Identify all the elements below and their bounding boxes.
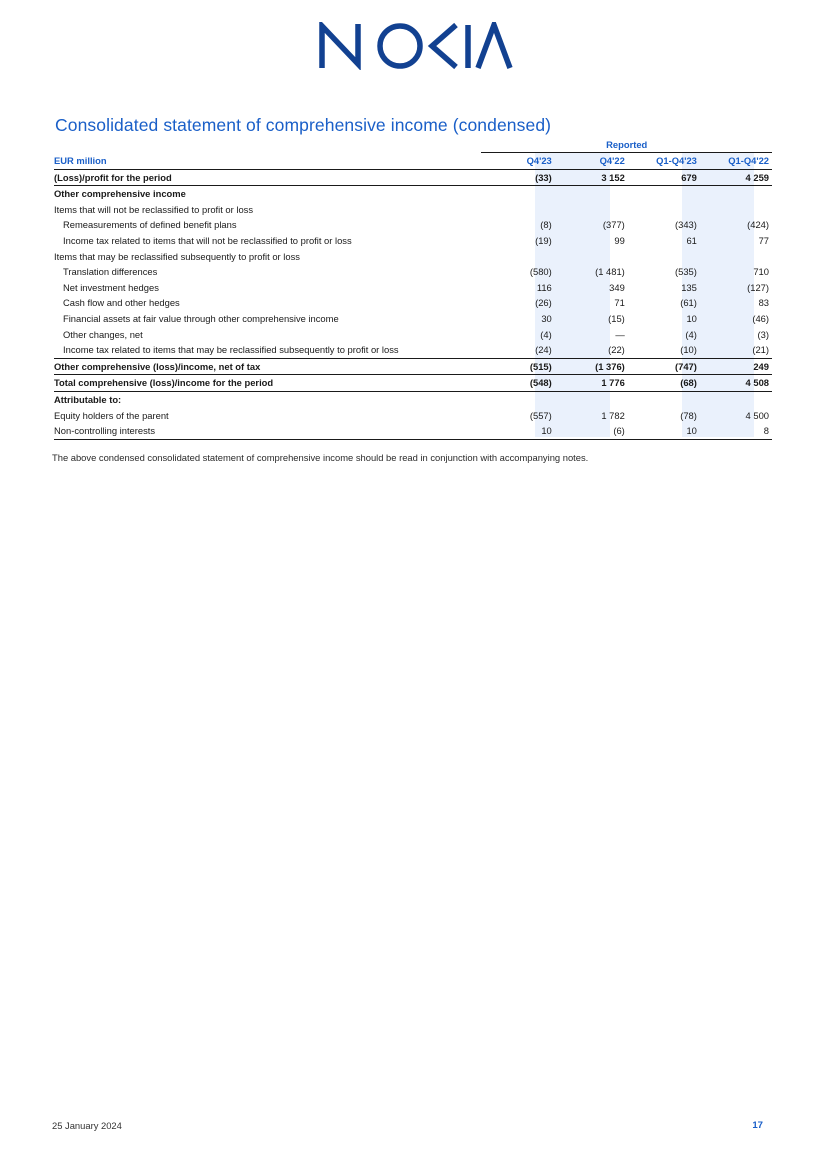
row-value: (78) bbox=[680, 409, 697, 421]
row-value: (377) bbox=[602, 219, 625, 231]
table-row bbox=[54, 358, 772, 375]
row-value: 8 bbox=[700, 423, 772, 439]
row-label: Income tax related to items that may be reclassified subsequently to profit or loss bbox=[54, 342, 481, 358]
row-value: 1 782 bbox=[601, 409, 625, 421]
column-header: Q1-Q4'22 bbox=[700, 153, 772, 170]
table-row bbox=[54, 423, 772, 439]
reported-header: Reported bbox=[481, 138, 772, 153]
row-label: Income tax related to items that will not be reclassified to profit or loss bbox=[63, 234, 352, 246]
row-value: 4 508 bbox=[700, 375, 772, 392]
row-label: Translation differences bbox=[63, 266, 158, 278]
row-value: 30 bbox=[541, 312, 552, 324]
row-label: Financial assets at fair value through other comprehensive income bbox=[63, 312, 339, 324]
row-label: Total comprehensive (loss)/income for the period bbox=[54, 375, 481, 392]
row-value: (1 481) bbox=[595, 266, 625, 278]
row-value: (424) bbox=[747, 219, 769, 231]
row-value: (548) bbox=[481, 375, 556, 392]
row-label: Items that will not be reclassified to profit or loss bbox=[54, 203, 254, 215]
row-value: 10 bbox=[628, 423, 700, 439]
row-value: (10) bbox=[628, 342, 700, 358]
column-header-row bbox=[54, 153, 772, 170]
row-value: (1 376) bbox=[557, 358, 628, 375]
row-value: 135 bbox=[681, 281, 697, 293]
row-value: (68) bbox=[628, 375, 700, 392]
table-row bbox=[54, 233, 772, 249]
row-value: (4) bbox=[540, 328, 552, 340]
table-row bbox=[54, 375, 772, 392]
row-value: 3 152 bbox=[557, 169, 628, 186]
table-row bbox=[54, 391, 772, 407]
row-value: 10 bbox=[481, 423, 556, 439]
row-value: (127) bbox=[747, 281, 769, 293]
row-value: (747) bbox=[628, 358, 700, 375]
row-value: 116 bbox=[536, 281, 552, 293]
footer-date: 25 January 2024 bbox=[52, 1120, 122, 1131]
row-value: (3) bbox=[757, 328, 769, 340]
row-value: (19) bbox=[535, 234, 552, 246]
table-row bbox=[54, 327, 772, 343]
row-value: (26) bbox=[535, 297, 552, 309]
row-value: (535) bbox=[674, 266, 697, 278]
statement-table-container bbox=[54, 138, 772, 440]
table-row bbox=[54, 264, 772, 280]
row-value: 77 bbox=[758, 234, 769, 246]
row-label: Non-controlling interests bbox=[54, 423, 481, 439]
statement-note: The above condensed consolidated statement of comprehensive income should be read in conjunction with accompanying notes. bbox=[52, 452, 589, 463]
table-row bbox=[54, 217, 772, 233]
row-value: (6) bbox=[557, 423, 628, 439]
row-value: 349 bbox=[609, 281, 625, 293]
row-value: — bbox=[615, 328, 625, 340]
row-value: (580) bbox=[529, 266, 552, 278]
row-value: (557) bbox=[529, 409, 552, 421]
group-header-row bbox=[54, 138, 772, 153]
row-label: Other comprehensive income bbox=[54, 188, 186, 200]
table-row bbox=[54, 202, 772, 218]
comprehensive-income-table bbox=[54, 138, 772, 440]
page-number: 17 bbox=[752, 1120, 763, 1131]
row-value: 1 776 bbox=[557, 375, 628, 392]
row-value: (22) bbox=[557, 342, 628, 358]
row-label: Cash flow and other hedges bbox=[63, 297, 180, 309]
table-row bbox=[54, 408, 772, 424]
row-value: 10 bbox=[686, 312, 697, 324]
table-row bbox=[54, 311, 772, 327]
nokia-logo bbox=[318, 22, 514, 70]
row-label: Remeasurements of defined benefit plans bbox=[63, 219, 237, 231]
table-row bbox=[54, 186, 772, 202]
row-value: (33) bbox=[481, 169, 556, 186]
row-value: (46) bbox=[752, 312, 769, 324]
row-value: 4 259 bbox=[700, 169, 772, 186]
row-value: (343) bbox=[674, 219, 697, 231]
row-value: (8) bbox=[540, 219, 552, 231]
row-label: Attributable to: bbox=[54, 393, 122, 405]
row-value: (21) bbox=[700, 342, 772, 358]
row-value: 61 bbox=[686, 234, 697, 246]
column-header: Q1-Q4'23 bbox=[628, 153, 700, 170]
row-label: Other comprehensive (loss)/income, net of tax bbox=[54, 358, 481, 375]
table-row bbox=[54, 295, 772, 311]
row-value: 710 bbox=[753, 266, 769, 278]
row-label: (Loss)/profit for the period bbox=[54, 169, 481, 186]
row-value: 679 bbox=[628, 169, 700, 186]
row-value: 83 bbox=[758, 297, 769, 309]
row-value: (15) bbox=[608, 312, 625, 324]
column-header: Q4'23 bbox=[481, 153, 556, 170]
table-row bbox=[54, 342, 772, 358]
row-value: 71 bbox=[614, 297, 625, 309]
column-header: Q4'22 bbox=[557, 153, 628, 170]
row-label: Other changes, net bbox=[63, 328, 143, 340]
table-row bbox=[54, 249, 772, 265]
table-row bbox=[54, 169, 772, 186]
page-title: Consolidated statement of comprehensive income (condensed) bbox=[55, 115, 552, 135]
row-label: Items that may be reclassified subsequently to profit or loss bbox=[54, 250, 300, 262]
row-value: 249 bbox=[700, 358, 772, 375]
row-value: 99 bbox=[614, 234, 625, 246]
row-value: (61) bbox=[680, 297, 697, 309]
row-value: (515) bbox=[481, 358, 556, 375]
row-label: Equity holders of the parent bbox=[54, 409, 169, 421]
table-row bbox=[54, 280, 772, 296]
row-value: (4) bbox=[685, 328, 697, 340]
row-value: 4 500 bbox=[745, 409, 769, 421]
row-label: Net investment hedges bbox=[63, 281, 159, 293]
unit-label: EUR million bbox=[54, 153, 481, 170]
row-value: (24) bbox=[481, 342, 556, 358]
